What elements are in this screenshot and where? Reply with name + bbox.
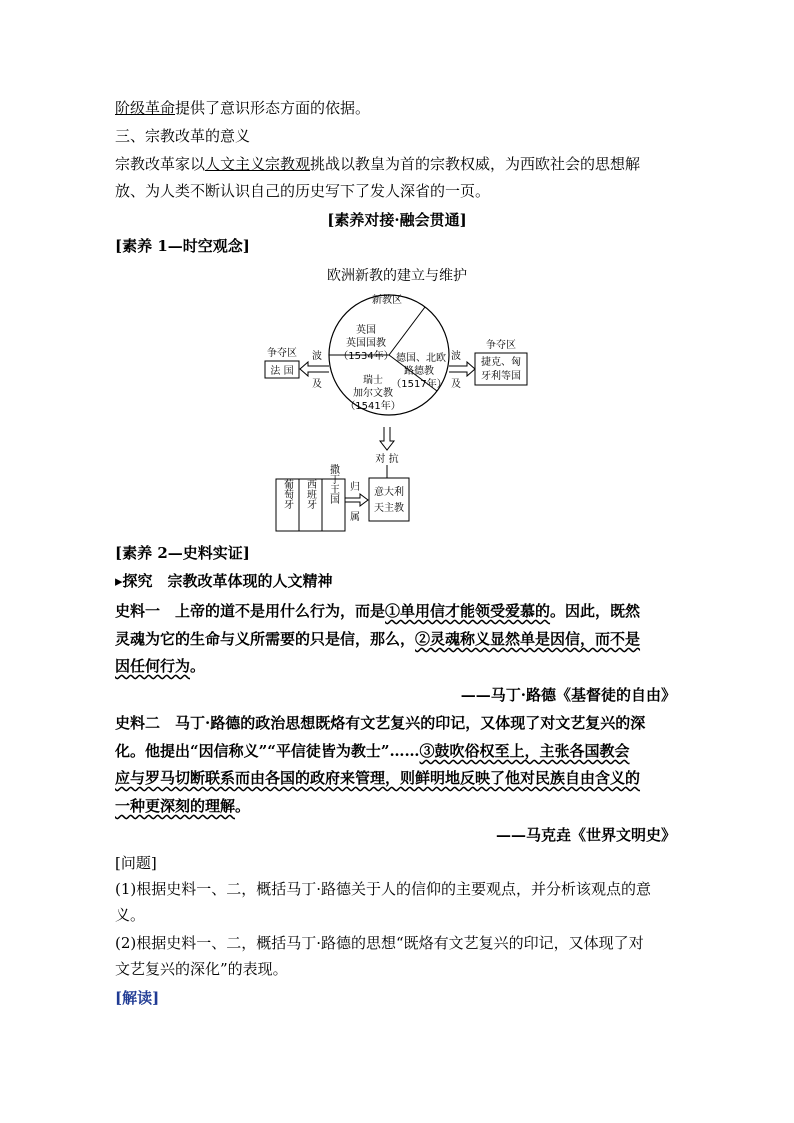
germany-church: 路德教	[404, 366, 434, 377]
left-arrow	[300, 362, 329, 376]
text: 提供了意识形态方面的依据。	[175, 99, 371, 117]
explore-heading: ▸探究 宗教改革体现的人文精神	[115, 572, 333, 590]
paragraph-line1	[115, 153, 640, 175]
text: 化。他提出“因信称义”“平信徒皆为教士”……	[115, 742, 420, 760]
left-spread1: 波	[312, 351, 322, 362]
text: 宗教改革家以	[115, 155, 206, 173]
question2-line1: (2)根据史料一、二，概括马丁·路德的思想“既烙有文艺复兴的印记，又体现了对	[115, 934, 644, 952]
right-country-1: 捷克、匈	[481, 357, 521, 368]
source-label: 史料二	[115, 714, 161, 732]
source2-line2	[115, 740, 630, 762]
england-year: （1534年）	[338, 351, 394, 362]
divider	[389, 307, 425, 355]
question1-line2: 义。	[115, 906, 146, 924]
germany-name: 德国、北欧	[396, 353, 446, 364]
swiss-year: （1541年）	[345, 401, 401, 412]
swiss-name: 瑞士	[363, 375, 383, 386]
highlight: 一种更深刻的理解	[115, 797, 236, 815]
belong-label-2: 属	[350, 512, 360, 523]
italy-box	[369, 478, 409, 521]
term-humanist-religion: 人文主义宗教观	[205, 155, 311, 173]
source2-line4	[115, 795, 250, 817]
england-church: 英国国教	[346, 338, 386, 349]
line-revolution	[115, 97, 370, 119]
text: 上帝的道不是用什么行为，而是	[160, 602, 386, 620]
right-arrow	[449, 362, 475, 376]
source-label: 史料一	[115, 602, 161, 620]
answer-label: [解读]	[115, 989, 160, 1007]
section-title: [素养对接·融会贯通]	[327, 211, 467, 229]
text: 灵魂为它的生命与义所需要的只是信，那么，	[115, 630, 416, 648]
highlight: ③鼓吹俗权至上，主张各国教会	[419, 742, 630, 760]
question2-line2: 文艺复兴的深化”的表现。	[115, 960, 288, 978]
confront-label: 对 抗	[375, 454, 399, 465]
source1-line2	[115, 628, 640, 650]
label-new-zone: 新教区	[372, 295, 402, 306]
left-spread2: 及	[312, 379, 322, 390]
source2-citation: ——马克垚《世界文明史》	[495, 826, 676, 844]
text: 。因此，既然	[550, 602, 641, 620]
source1-line1	[115, 600, 640, 622]
source2-line3	[115, 767, 640, 789]
paragraph-line2: 放、为人类不断认识自己的历史写下了发人深省的一页。	[115, 182, 491, 200]
highlight: 因任何行为	[115, 657, 191, 675]
term-class-revolution: 阶级革命	[115, 99, 176, 117]
heading-significance: 三、宗教改革的意义	[115, 127, 251, 145]
right-spread1: 波	[451, 351, 461, 362]
text: 。	[190, 657, 206, 675]
france-label: 法 国	[270, 366, 294, 377]
left-zone-label: 争夺区	[267, 348, 297, 359]
england-name: 英国	[356, 325, 376, 336]
diagram-title: 欧洲新教的建立与维护	[327, 268, 467, 284]
spain-label: 西班牙	[304, 479, 316, 509]
confront-arrow	[380, 427, 394, 450]
italy-name: 意大利	[374, 487, 404, 498]
source1-citation: ——马丁·路德《基督徒的自由》	[460, 686, 676, 704]
highlight: ②灵魂称义显然单是因信，而不是	[415, 630, 641, 648]
questions-label: [问题]	[115, 854, 157, 872]
text: 马丁·路德的政治思想既烙有文艺复兴的印记，又体现了对文艺复兴的深	[160, 714, 646, 732]
right-zone-label: 争夺区	[486, 340, 516, 351]
swiss-church: 加尔文教	[353, 388, 393, 399]
source2-line1	[115, 712, 645, 734]
right-country-2: 牙利等国	[481, 371, 521, 382]
source1-line3	[115, 655, 205, 677]
belong-arrow	[345, 494, 368, 506]
highlight: 应与罗马切断联系而由各国的政府来管理，则鲜明地反映了他对民族自由含义的	[115, 769, 641, 787]
highlight: ①单用信才能领受爱慕的	[385, 602, 551, 620]
text: 。	[235, 797, 251, 815]
belong-label-1: 归	[350, 482, 360, 493]
right-spread2: 及	[451, 379, 461, 390]
portugal-label: 葡萄牙	[281, 479, 293, 509]
literacy2-label: [素养 2—史料实证]	[115, 544, 250, 562]
text: 挑战以教皇为首的宗教权威，为西欧社会的思想解	[310, 155, 641, 173]
germany-year: （1517年）	[391, 379, 447, 390]
question1-line1: (1)根据史料一、二，概括马丁·路德关于人的信仰的主要观点，并分析该观点的意	[115, 880, 652, 898]
literacy1-label: [素养 1—时空观念]	[115, 237, 250, 255]
protestant-diagram	[0, 258, 794, 558]
sardinia-label: 撒丁王国	[327, 464, 339, 504]
italy-church: 天主教	[374, 503, 404, 514]
